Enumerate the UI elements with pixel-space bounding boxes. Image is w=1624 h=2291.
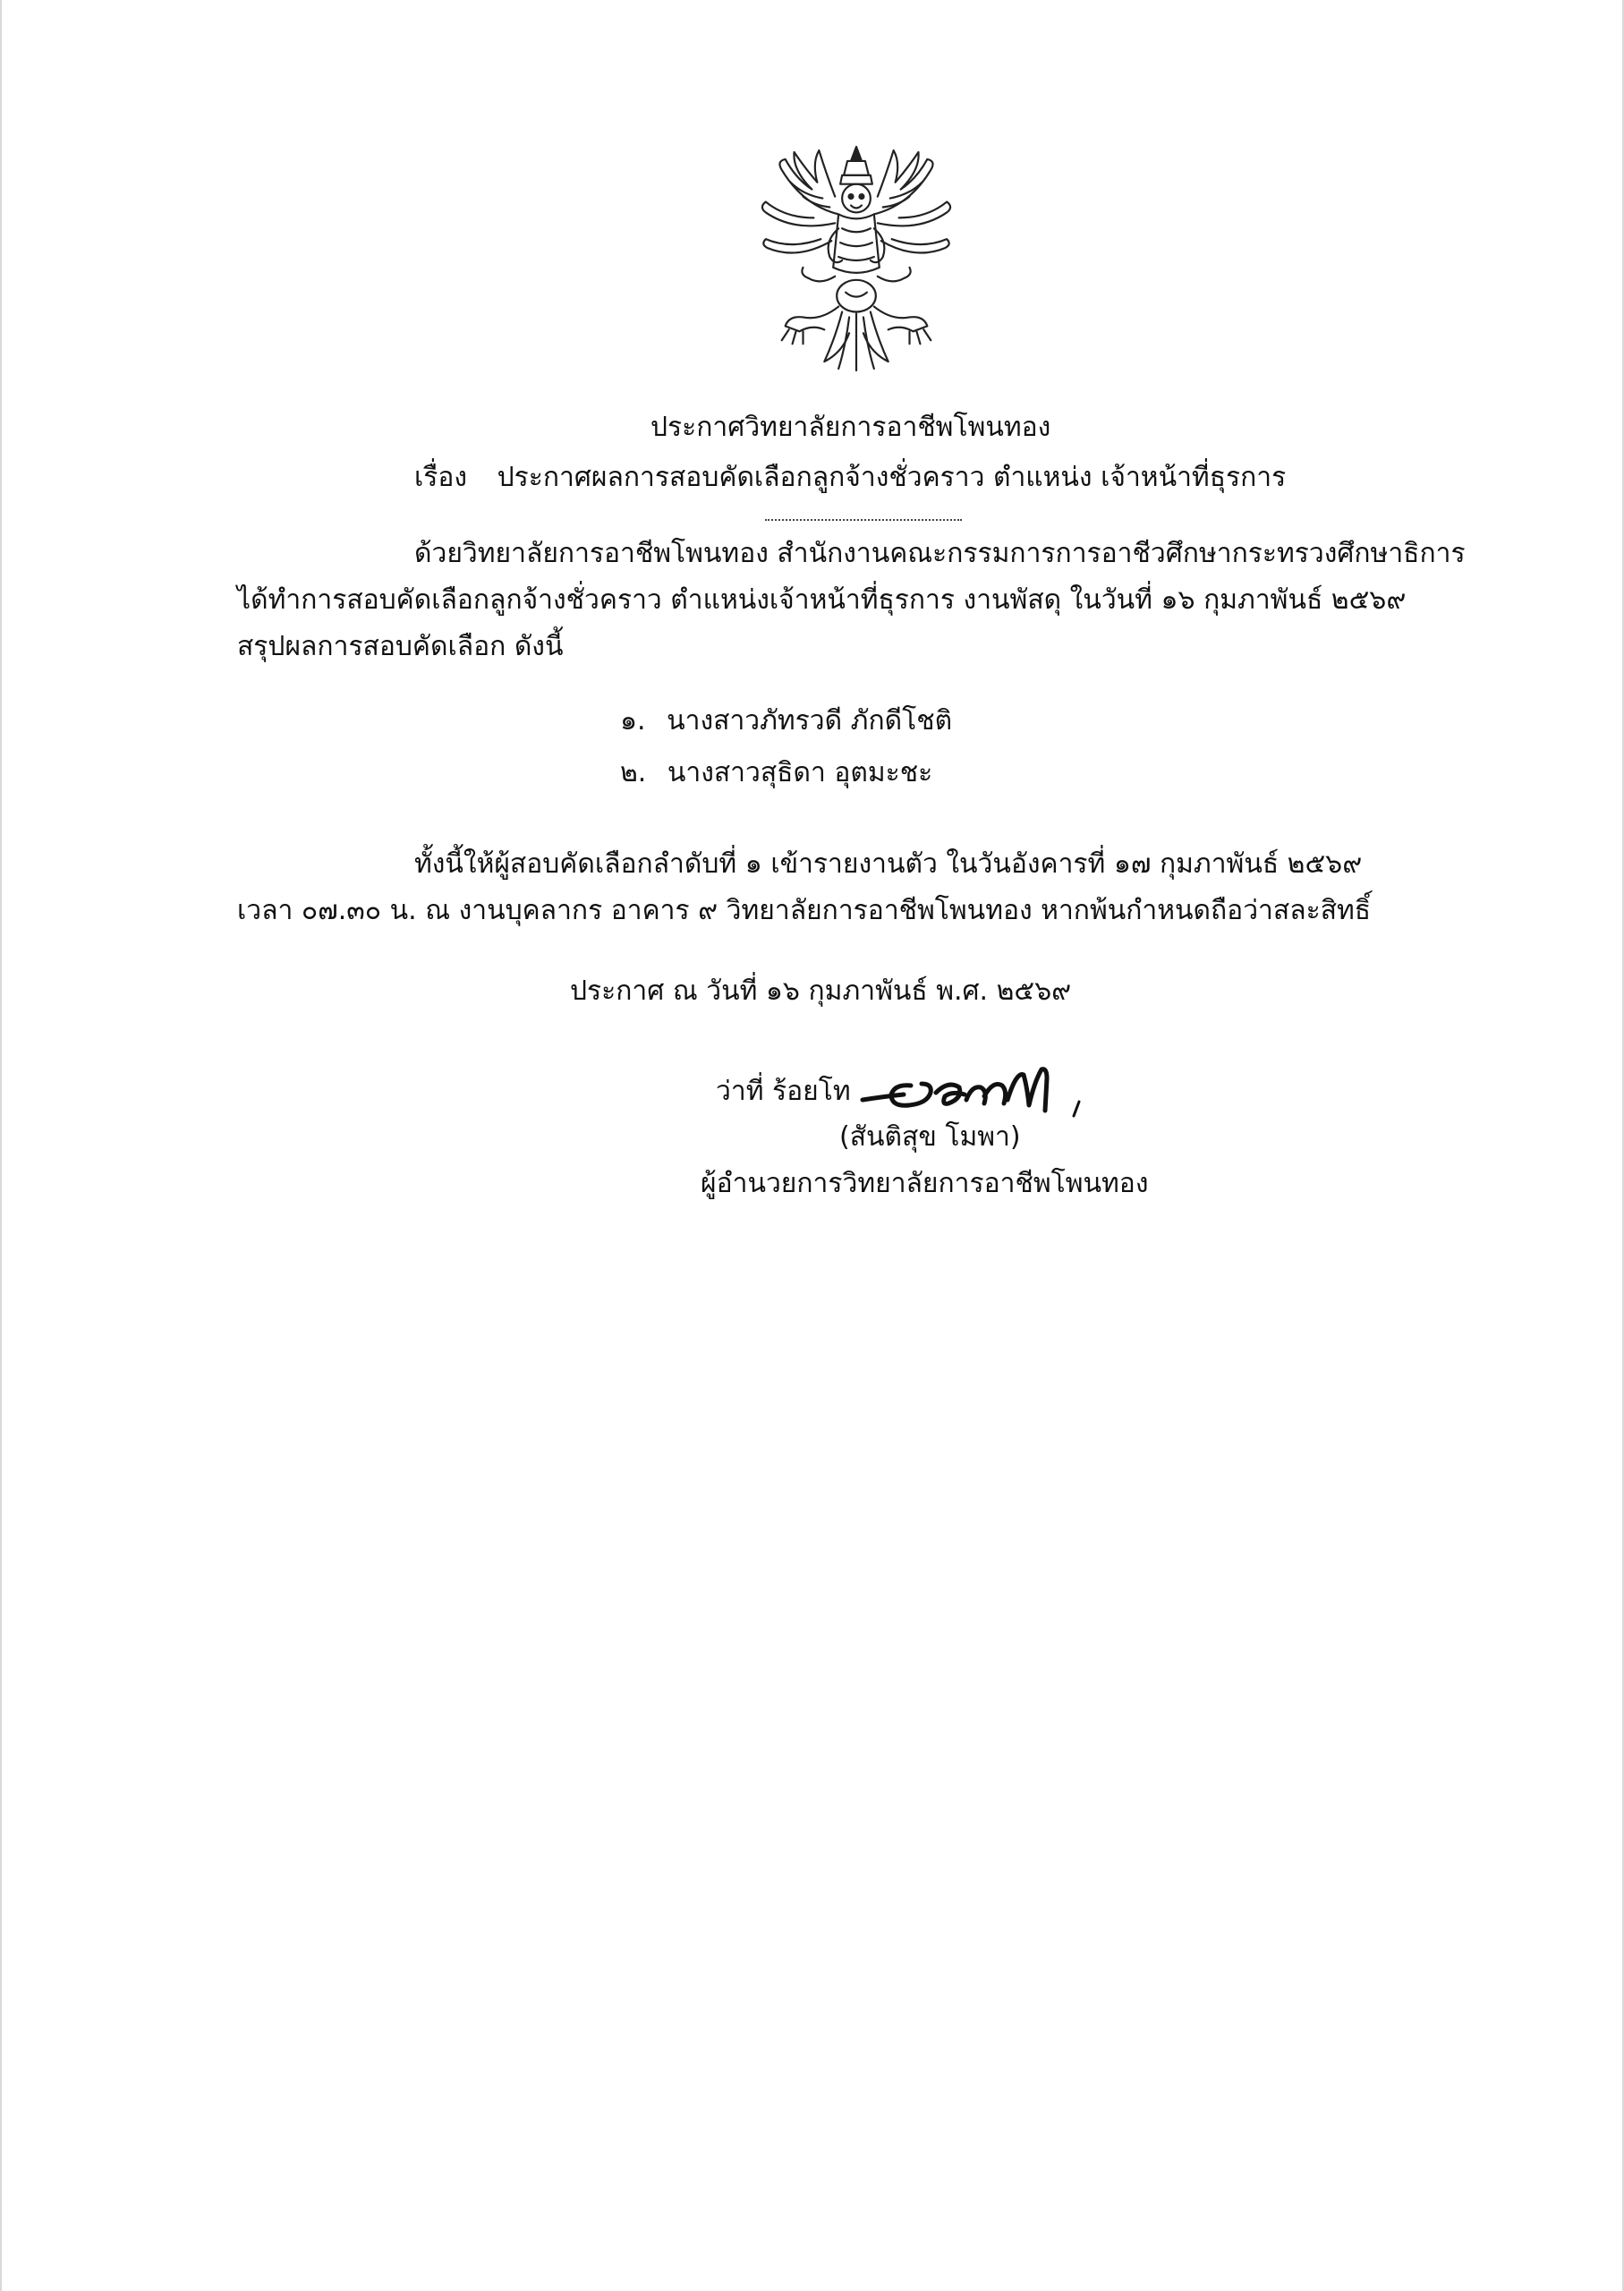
subject-text: ประกาศผลการสอบคัดเลือกลูกจ้างชั่วคราว ตำแหน่ง เจ้าหน้าที่ธุรการ (497, 462, 1287, 493)
announce-date: ประกาศ ณ วันที่ ๑๖ กุมภาพันธ์ พ.ศ. ๒๕๖๙ (570, 975, 1072, 1007)
intro-line-3: สรุปผลการสอบคัดเลือก ดังนี้ (237, 631, 564, 662)
handwritten-signature (859, 1060, 1127, 1123)
result-item (620, 755, 932, 791)
left-page-edge (0, 0, 2, 2291)
subject-label: เรื่อง (414, 462, 468, 493)
result-name: นางสาวภัทรวดี ภักดีโชติ (667, 705, 953, 737)
signatory-rank: ว่าที่ ร้อยโท (716, 1076, 851, 1107)
result-name: นางสาวสุธิดา อุตมะชะ (667, 757, 933, 788)
report-line-2: เวลา ๐๗.๓๐ น. ณ งานบุคลากร อาคาร ๙ วิทยาลัยการอาชีพโพนทอง หากพ้นกำหนดถือว่าสละสิทธิ์ (237, 895, 1372, 926)
subject-line (414, 460, 1286, 496)
report-line-1: ทั้งนี้ให้ผู้สอบคัดเลือกลำดับที่ ๑ เข้ารายงานตัว ในวันอังคารที่ ๑๗ กุมภาพันธ์ ๒๕๖๙ (414, 848, 1363, 880)
result-number: ๑. (620, 705, 646, 737)
signature-row (716, 1060, 1127, 1114)
signatory-name: (สันติสุข โมพา) (839, 1121, 1021, 1153)
announcer-title: ประกาศวิทยาลัยการอาชีพโพนทอง (650, 412, 1051, 443)
intro-line-2: ได้ทำการสอบคัดเลือกลูกจ้างชั่วคราว ตำแหน่งเจ้าหน้าที่ธุรการ งานพัสดุ ในวันที่ ๑๖ กุมภาพันธ์ ๒๕๖๙ (237, 584, 1407, 616)
garuda-emblem-icon (750, 143, 963, 374)
dotted-separator (765, 519, 962, 521)
signatory-position: ผู้อำนวยการวิทยาลัยการอาชีพโพนทอง (701, 1168, 1149, 1199)
intro-line-1: ด้วยวิทยาลัยการอาชีพโพนทอง สำนักงานคณะกรรมการการอาชีวศึกษากระทรวงศึกษาธิการ (414, 538, 1466, 569)
result-item (620, 703, 952, 739)
result-number: ๒. (620, 757, 647, 788)
